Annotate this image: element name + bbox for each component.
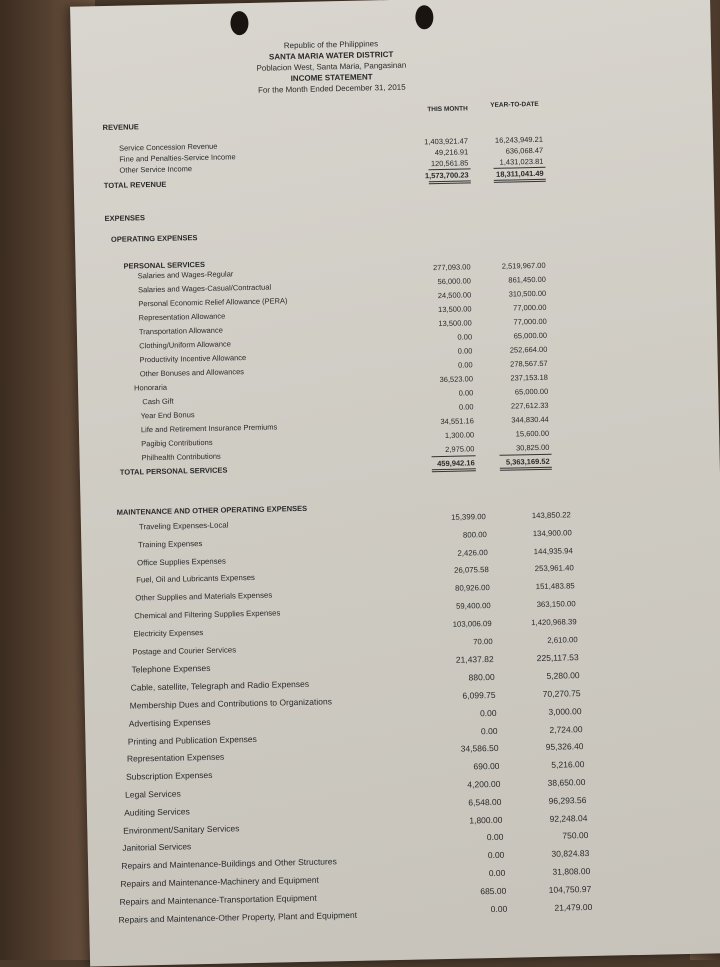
mooe-row-label: Environment/Sanitary Services: [123, 822, 240, 836]
personal-row-label: Personal Economic Relief Allowance (PERA): [138, 296, 288, 309]
personal-row-label: Life and Retirement Insurance Premiums: [140, 422, 278, 435]
revenue-row-ytd: 16,243,949.21: [494, 134, 544, 145]
personal-row-month: 277,093.00: [432, 262, 471, 273]
mooe-row-ytd: 92,248.04: [549, 812, 588, 824]
personal-row-ytd: 15,600.00: [515, 428, 550, 439]
revenue-row-month: 1,403,921.47: [424, 136, 469, 147]
mooe-row-month: 4,200.00: [467, 778, 501, 790]
mooe-row-ytd: 151,483.85: [535, 581, 575, 592]
mooe-row-ytd: 363,150.00: [536, 599, 576, 610]
header-district-name: SANTA MARIA WATER DISTRICT: [268, 49, 394, 62]
personal-row-label: Cash Gift: [142, 396, 174, 407]
column-this-month: THIS MONTH: [427, 105, 468, 114]
mooe-row-label: Repairs and Maintenance-Buildings and Other Structures: [121, 856, 337, 872]
header-address: Poblacion West, Santa Maria, Pangasinan: [256, 60, 407, 73]
mooe-row-month: 0.00: [490, 903, 508, 914]
mooe-row-label: Repairs and Maintenance-Machinery and Equipment: [120, 874, 319, 889]
mooe-row-label: Training Expenses: [137, 538, 203, 550]
column-year-to-date: YEAR-TO-DATE: [490, 100, 539, 109]
personal-services-heading: PERSONAL SERVICES: [123, 259, 206, 271]
mooe-row-label: Chemical and Filtering Supplies Expenses: [134, 608, 281, 621]
mooe-heading: MAINTENANCE AND OTHER OPERATING EXPENSES: [116, 503, 308, 517]
mooe-row-month: 2,426.00: [457, 547, 488, 558]
mooe-row-label: Representation Expenses: [126, 752, 225, 765]
personal-row-ytd: 310,500.00: [508, 288, 547, 299]
personal-row-ytd: 30,825.00: [515, 442, 550, 453]
personal-row-ytd: 2,519,967.00: [501, 260, 546, 271]
mooe-row-ytd: 2,724.00: [549, 723, 583, 735]
mooe-row-ytd: 144,935.94: [533, 545, 573, 556]
personal-row-label: Honoraria: [133, 382, 168, 393]
total-personal-month: 459,942.16: [437, 458, 475, 469]
mooe-row-month: 1,800.00: [469, 814, 503, 826]
mooe-row-month: 0.00: [479, 707, 497, 719]
mooe-row-month: 59,400.00: [455, 601, 491, 611]
total-personal-services-label: TOTAL PERSONAL SERVICES: [119, 465, 228, 477]
mooe-row-ytd: 95,326.40: [545, 741, 584, 753]
mooe-row-ytd: 253,961.40: [534, 563, 574, 574]
mooe-row-label: Cable, satellite, Telegraph and Radio Expenses: [130, 679, 310, 693]
personal-row-ytd: 65,000.00: [513, 330, 548, 341]
underline: [500, 454, 552, 456]
revenue-heading: REVENUE: [102, 122, 139, 133]
personal-row-month: 34,551.16: [440, 416, 474, 427]
personal-row-ytd: 237,153.18: [510, 372, 549, 383]
personal-row-month: 2,975.00: [445, 444, 475, 454]
personal-row-month: 0.00: [458, 402, 474, 412]
mooe-row-ytd: 225,117.53: [536, 652, 579, 664]
mooe-row-ytd: 3,000.00: [548, 705, 582, 717]
mooe-row-month: 0.00: [487, 849, 505, 861]
mooe-row-month: 6,099.75: [462, 689, 496, 701]
mooe-row-month: 685.00: [480, 885, 507, 897]
mooe-row-ytd: 5,280.00: [546, 670, 580, 682]
personal-row-label: Year End Bonus: [140, 410, 195, 421]
mooe-row-month: 690.00: [473, 761, 500, 772]
mooe-row-label: Traveling Expenses-Local: [138, 520, 229, 532]
revenue-row-label: Service Concession Revenue: [118, 141, 218, 153]
header-statement-title: INCOME STATEMENT: [290, 72, 373, 84]
mooe-row-ytd: 21,479.00: [554, 901, 593, 913]
personal-row-label: Salaries and Wages-Regular: [137, 269, 234, 281]
personal-row-month: 0.00: [458, 388, 474, 398]
expenses-heading: EXPENSES: [104, 213, 146, 224]
mooe-row-month: 800.00: [462, 529, 487, 540]
personal-row-label: Productivity Incentive Allowance: [139, 353, 247, 365]
mooe-row-ytd: 134,900.00: [532, 528, 572, 538]
personal-row-ytd: 861,450.00: [508, 274, 546, 285]
mooe-row-label: Postage and Courier Services: [132, 644, 237, 657]
revenue-row-label: Fine and Penalties-Service Income: [119, 152, 236, 164]
revenue-row-ytd: 1,431,023.81: [499, 156, 544, 167]
header-republic: Republic of the Philippines: [283, 39, 379, 51]
mooe-row-ytd: 5,216.00: [551, 759, 585, 770]
mooe-row-month: 80,926.00: [454, 583, 490, 593]
mooe-row-month: 70.00: [473, 636, 493, 646]
double-underline: [494, 179, 546, 183]
mooe-row-month: 0.00: [480, 725, 498, 736]
revenue-row-label: Other Service Income: [119, 164, 193, 175]
revenue-row-month: 120,561.85: [430, 158, 469, 169]
mooe-row-ytd: 38,650.00: [547, 777, 586, 788]
total-revenue-label: TOTAL REVENUE: [103, 179, 167, 191]
personal-row-ytd: 65,000.00: [514, 386, 549, 397]
mooe-row-ytd: 143,850.22: [531, 510, 571, 521]
income-statement-paper: [70, 0, 720, 966]
mooe-row-ytd: 96,293.56: [548, 794, 587, 806]
personal-row-month: 56,000.00: [437, 276, 471, 287]
mooe-row-ytd: 30,824.83: [551, 848, 590, 859]
total-revenue-month: 1,573,700.23: [424, 170, 469, 181]
mooe-row-ytd: 750.00: [562, 830, 589, 841]
mooe-row-month: 880.00: [468, 672, 495, 683]
personal-row-month: 0.00: [457, 346, 473, 356]
mooe-row-ytd: 2,610.00: [547, 634, 578, 645]
personal-row-label: Philhealth Contributions: [141, 451, 221, 463]
personal-row-ytd: 227,612.33: [510, 400, 549, 411]
mooe-row-ytd: 104,750.97: [548, 883, 592, 895]
mooe-row-ytd: 70,270.75: [542, 688, 581, 699]
double-underline: [432, 468, 476, 472]
punch-hole: [415, 5, 433, 29]
personal-row-label: Pagibig Contributions: [141, 437, 213, 449]
header-period: For the Month Ended December 31, 2015: [257, 82, 406, 95]
revenue-row-ytd: 636,068.47: [505, 145, 544, 156]
mooe-row-label: Janitorial Services: [122, 841, 192, 854]
mooe-row-label: Membership Dues and Contributions to Organizations: [129, 696, 332, 711]
personal-row-month: 13,500.00: [438, 304, 472, 315]
personal-row-label: Other Bonuses and Allowances: [139, 367, 245, 379]
mooe-row-label: Office Supplies Expenses: [137, 556, 226, 568]
mooe-row-month: 15,399.00: [451, 512, 486, 522]
mooe-row-label: Other Supplies and Materials Expenses: [135, 590, 273, 603]
personal-row-month: 24,500.00: [437, 290, 472, 301]
mooe-row-ytd: 1,420,968.39: [531, 617, 577, 627]
mooe-row-label: Repairs and Maintenance-Transportation Equipment: [119, 892, 317, 907]
personal-row-ytd: 344,830.44: [511, 414, 549, 425]
personal-row-label: Transportation Allowance: [138, 325, 223, 337]
personal-row-ytd: 278,567.57: [510, 358, 548, 369]
mooe-row-month: 21,437.82: [455, 654, 494, 666]
personal-row-month: 1,300.00: [444, 430, 475, 440]
mooe-row-month: 103,006.09: [452, 618, 492, 629]
mooe-row-label: Subscription Expenses: [125, 770, 213, 782]
operating-expenses-heading: OPERATING EXPENSES: [110, 233, 198, 244]
personal-row-label: Clothing/Uniform Allowance: [139, 339, 231, 351]
personal-row-ytd: 77,000.00: [513, 316, 547, 327]
double-underline: [429, 180, 471, 184]
mooe-row-month: 0.00: [488, 867, 506, 879]
mooe-row-label: Electricity Expenses: [133, 627, 204, 639]
mooe-row-label: Printing and Publication Expenses: [127, 733, 257, 747]
mooe-row-label: Telephone Expenses: [131, 663, 211, 675]
double-underline: [500, 467, 552, 471]
mooe-row-label: Auditing Services: [124, 806, 190, 818]
personal-row-month: 0.00: [457, 332, 473, 342]
mooe-row-month: 6,548.00: [468, 796, 502, 808]
personal-row-month: 0.00: [457, 360, 473, 370]
mooe-row-month: 0.00: [486, 832, 504, 843]
mooe-row-month: 34,586.50: [460, 743, 499, 755]
mooe-row-month: 26,075.58: [453, 565, 489, 576]
mooe-row-label: Repairs and Maintenance-Other Property, Plant and Equipment: [118, 909, 358, 925]
mooe-row-ytd: 31,808.00: [552, 865, 591, 877]
total-personal-ytd: 5,363,169.52: [505, 456, 550, 467]
total-revenue-ytd: 18,311,041.49: [496, 168, 544, 179]
personal-row-label: Representation Allowance: [138, 311, 226, 323]
punch-hole: [230, 11, 248, 35]
personal-row-ytd: 252,664.00: [509, 344, 548, 355]
revenue-row-month: 49,216.91: [434, 147, 469, 158]
mooe-row-label: Fuel, Oil and Lubricants Expenses: [136, 573, 256, 585]
personal-row-label: Salaries and Wages-Casual/Contractual: [137, 282, 272, 295]
mooe-row-label: Legal Services: [124, 788, 181, 800]
personal-row-month: 13,500.00: [438, 318, 472, 329]
mooe-row-label: Advertising Expenses: [128, 716, 211, 729]
personal-row-ytd: 77,000.00: [513, 302, 547, 313]
personal-row-month: 36,523.00: [439, 374, 474, 385]
underline: [432, 455, 476, 457]
